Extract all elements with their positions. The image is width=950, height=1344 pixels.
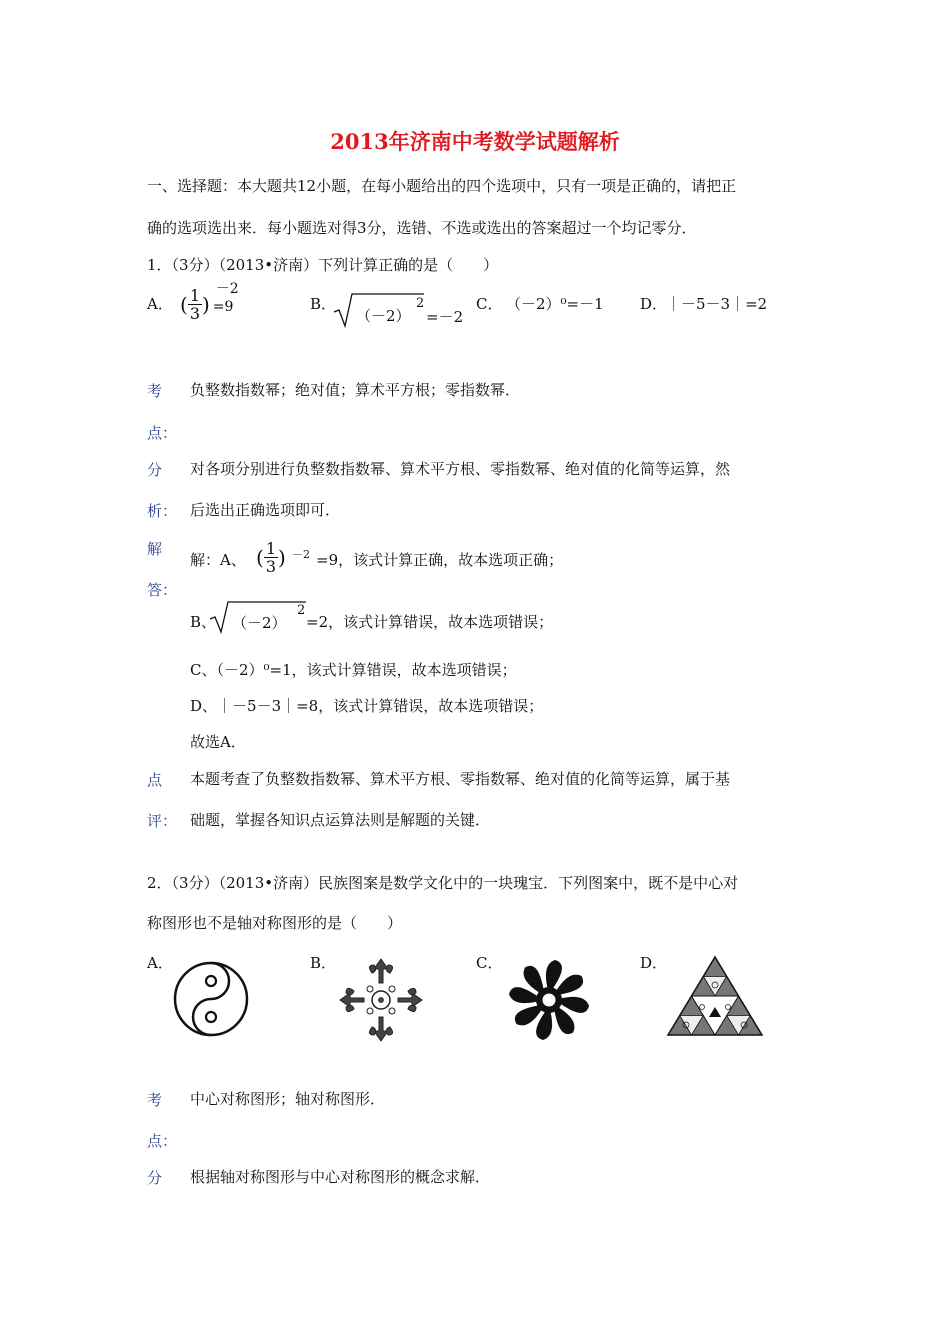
q2-option-b-label: B． [310, 954, 337, 972]
q1-jieda-b-suffix: =2，该式计算错误，故本选项错误； [306, 613, 554, 631]
q2-kaodian-text: 中心对称图形；轴对称图形． [190, 1090, 386, 1108]
q1-a-result: =9 [212, 298, 234, 315]
intro-line-1: 一、选择题：本大题共12小题，在每小题给出的四个选项中，只有一项是正确的，请把正 [147, 177, 737, 195]
q1-jieda-c-line: C、（－2）⁰=1，该式计算错误，故本选项错误； [190, 661, 517, 679]
q1-dianping-line-2: 础题，掌握各知识点运算法则是解题的关键． [190, 811, 491, 829]
q1-option-a-label: A． [147, 295, 173, 313]
q1-b-result: =－2 [426, 308, 464, 326]
q1-option-b-label: B． [310, 295, 337, 313]
q1-kaodian-tag-1: 考 [147, 382, 163, 400]
q1-dianping-line-1: 本题考查了负整数指数幂、算术平方根、零指数幂、绝对值的化简等运算，属于基 [190, 770, 731, 788]
q1-option-d-text: ｜－5－3｜=2 [666, 295, 768, 313]
q2-stem-line-2: 称图形也不是轴对称图形的是（ ） [147, 914, 403, 932]
q2-fenxi-text: 根据轴对称图形与中心对称图形的概念求解． [190, 1168, 491, 1186]
q2-kaodian-tag-1: 考 [147, 1091, 163, 1109]
q1-jieda-b-prefix: B、 [190, 613, 217, 631]
patterned-triangle-figure [666, 955, 764, 1037]
q1-jieda-a-prefix: 解：A、 [190, 551, 246, 569]
intro-line-2: 确的选项选出来．每小题选对得3分，选错、不选或选出的答案超过一个均记零分． [147, 219, 697, 237]
q1-jieda-a-denominator: 3 [265, 557, 276, 576]
q1-fenxi-line-1: 对各项分别进行负整数指数幂、算术平方根、零指数幂、绝对值的化简等运算，然 [190, 460, 731, 478]
q2-fenxi-tag-1: 分 [147, 1169, 163, 1187]
q1-option-d-label: D． [640, 295, 668, 313]
q2-kaodian-tag-2: 点： [147, 1132, 178, 1150]
q2-option-a-label: A． [147, 954, 173, 972]
q1-option-c-text: （－2）⁰=－1 [506, 295, 604, 313]
q1-jieda-b-radicand: （－2） [232, 614, 287, 632]
ornament-cross-figure [336, 955, 426, 1045]
q1-b-exponent: 2 [416, 296, 425, 311]
q1-a-denominator: 3 [189, 304, 200, 323]
q2-option-c-label: C． [476, 954, 503, 972]
q2-stem-line-1: 2．（3分）（2013•济南）民族图案是数学文化中的一块瑰宝．下列图案中，既不是中心对 [147, 874, 739, 892]
q1-jieda-a-suffix: =9，该式计算正确，故本选项正确； [316, 551, 564, 569]
q1-jieda-a-exponent: －2 [292, 548, 310, 561]
q1-jieda-a-numerator: 1 [265, 539, 276, 558]
q1-a-numerator: 1 [189, 286, 200, 305]
q1-jieda-tag-1: 解 [147, 540, 163, 558]
q1-fenxi-line-2: 后选出正确选项即可． [190, 501, 341, 519]
q1-jieda-tag-2: 答： [147, 581, 178, 599]
q1-kaodian-text: 负整数指数幂；绝对值；算术平方根；零指数幂． [190, 381, 521, 399]
q1-kaodian-tag-2: 点： [147, 424, 178, 442]
q1-dianping-tag-2: 评： [147, 812, 178, 830]
q1-jieda-b-exponent: 2 [297, 603, 306, 618]
q1-option-a-expression: ( $\frac{1}{3}$ )－2=9 [180, 280, 239, 323]
q1-fenxi-tag-1: 分 [147, 461, 163, 479]
q2-option-d-label: D． [640, 954, 668, 972]
q1-a-exponent: －2 [215, 280, 239, 297]
yin-yang-figure [172, 960, 250, 1038]
pinwheel-flower-figure [506, 957, 592, 1043]
q1-jieda-final: 故选A． [190, 733, 246, 751]
q1-jieda-d-line: D、｜－5－3｜=8，该式计算错误，故本选项错误； [190, 697, 544, 715]
q1-option-c-label: C． [476, 295, 503, 313]
q1-fenxi-tag-2: 析： [147, 502, 178, 520]
q1-jieda-a-expression: ( $\frac{1}{3}$ ) [256, 539, 286, 576]
q1-stem: 1．（3分）（2013•济南）下列计算正确的是（ ） [147, 256, 499, 274]
q1-b-radicand: （－2） [356, 307, 411, 325]
page-title: 2013年济南中考数学试题解析 [330, 129, 620, 154]
q1-dianping-tag-1: 点 [147, 771, 163, 789]
